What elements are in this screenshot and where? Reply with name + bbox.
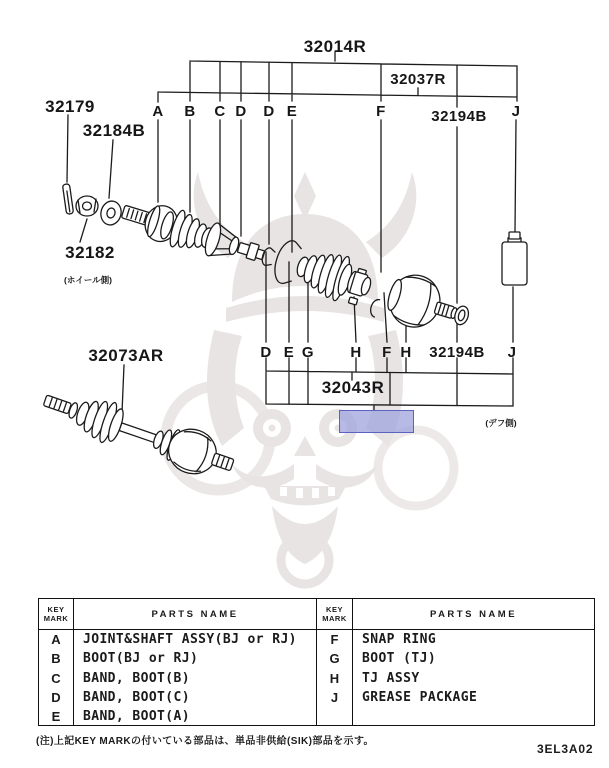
wheel-side-note: (ホイール側) — [64, 275, 112, 285]
nut-drawing — [76, 196, 98, 216]
legend-left-row-4-name: BAND, BOOT(A) — [74, 707, 317, 726]
legend-left-row-2-name: BAND, BOOT(B) — [74, 669, 317, 688]
key-letter-top-b: B — [184, 103, 196, 120]
grease-package-drawing — [502, 232, 527, 285]
part-number-32014R: 32014R — [303, 37, 367, 56]
key-letter-bottom-h2: H — [400, 344, 412, 361]
key-letter-top-c: C — [214, 103, 226, 120]
diff-side-note: (デフ側) — [485, 418, 517, 428]
key-letter-top-a: A — [152, 103, 164, 120]
key-letter-top-d2: D — [263, 103, 275, 120]
legend-table — [38, 598, 595, 726]
legend-left-row-4-key: E — [39, 707, 74, 726]
key-letter-top-f: F — [376, 103, 386, 120]
part-number-32179: 32179 — [45, 97, 95, 116]
key-letter-bottom-g: G — [301, 344, 315, 361]
legend-right-row-1-key: G — [317, 649, 353, 668]
legend-right-row-4-key — [317, 707, 353, 726]
part-number-32184B: 32184B — [82, 121, 146, 140]
key-letter-top-j: J — [511, 103, 521, 120]
key-letter-bottom-e: E — [283, 344, 295, 361]
legend-right-row-0-key: F — [317, 630, 353, 649]
key-letter-bottom-h1: H — [350, 344, 362, 361]
key-letter-bottom-d: D — [260, 344, 272, 361]
legend-right-row-2-name: TJ ASSY — [362, 670, 420, 686]
legend-left-row-0-name: JOINT&SHAFT ASSY(BJ or RJ) — [74, 630, 317, 649]
key-header-line1: KEY — [326, 605, 343, 614]
key-header-line2: MARK — [322, 614, 347, 623]
legend-right-header-partsname: PARTS NAME — [353, 599, 594, 630]
legend-left-header-keymark — [39, 599, 74, 630]
legend-right-row-4-name — [353, 707, 594, 726]
legend-left-row-1-name: BOOT(BJ or RJ) — [74, 649, 317, 668]
top-bracket-lines — [158, 52, 517, 107]
part-number-32194B-bottom: 32194B — [429, 344, 485, 361]
tj-housing-drawing — [382, 269, 464, 339]
part-number-32043R: 32043R — [321, 378, 385, 397]
legend-right-row-3-key: J — [317, 688, 353, 707]
legend-right-row-0-name: SNAP RING — [362, 632, 437, 648]
part-number-32194B-top: 32194B — [431, 108, 487, 125]
legend-right-row-3-name: GREASE PACKAGE — [362, 690, 478, 706]
legend-left-row-1-key: B — [39, 649, 74, 668]
legend-right-row-1-name: BOOT (TJ) — [362, 651, 437, 667]
part-number-32182: 32182 — [65, 243, 115, 262]
washer-drawing — [98, 199, 123, 227]
key-header-line2: MARK — [43, 614, 69, 623]
highlight-box[interactable] — [339, 410, 414, 433]
key-letter-bottom-f: F — [382, 344, 392, 361]
legend-left-row-0-key: A — [39, 630, 74, 649]
part-number-32073AR: 32073AR — [88, 346, 164, 365]
legend-right-header-keymark — [317, 599, 353, 630]
key-header-line1: KEY — [47, 605, 65, 614]
legend-left-row-2-key: C — [39, 669, 74, 688]
part-number-32037R: 32037R — [390, 71, 446, 88]
small-part-leader-lines — [67, 115, 124, 413]
legend-left-header-partsname: PARTS NAME — [74, 599, 317, 630]
legend-right-row-2-key: H — [317, 669, 353, 688]
key-letter-top-d1: D — [235, 103, 247, 120]
sik-note: (注)上記KEY MARKの付いている部品は、単品非供給(SIK)部品を示す。 — [36, 736, 374, 747]
legend-left-row-3-name: BAND, BOOT(C) — [74, 688, 317, 707]
cotter-pin-drawing — [62, 184, 73, 215]
legend-left-row-3-key: D — [39, 688, 74, 707]
key-letter-bottom-j: J — [507, 344, 517, 361]
document-code: 3EL3A02 — [537, 742, 594, 756]
key-letter-top-e: E — [286, 103, 298, 120]
